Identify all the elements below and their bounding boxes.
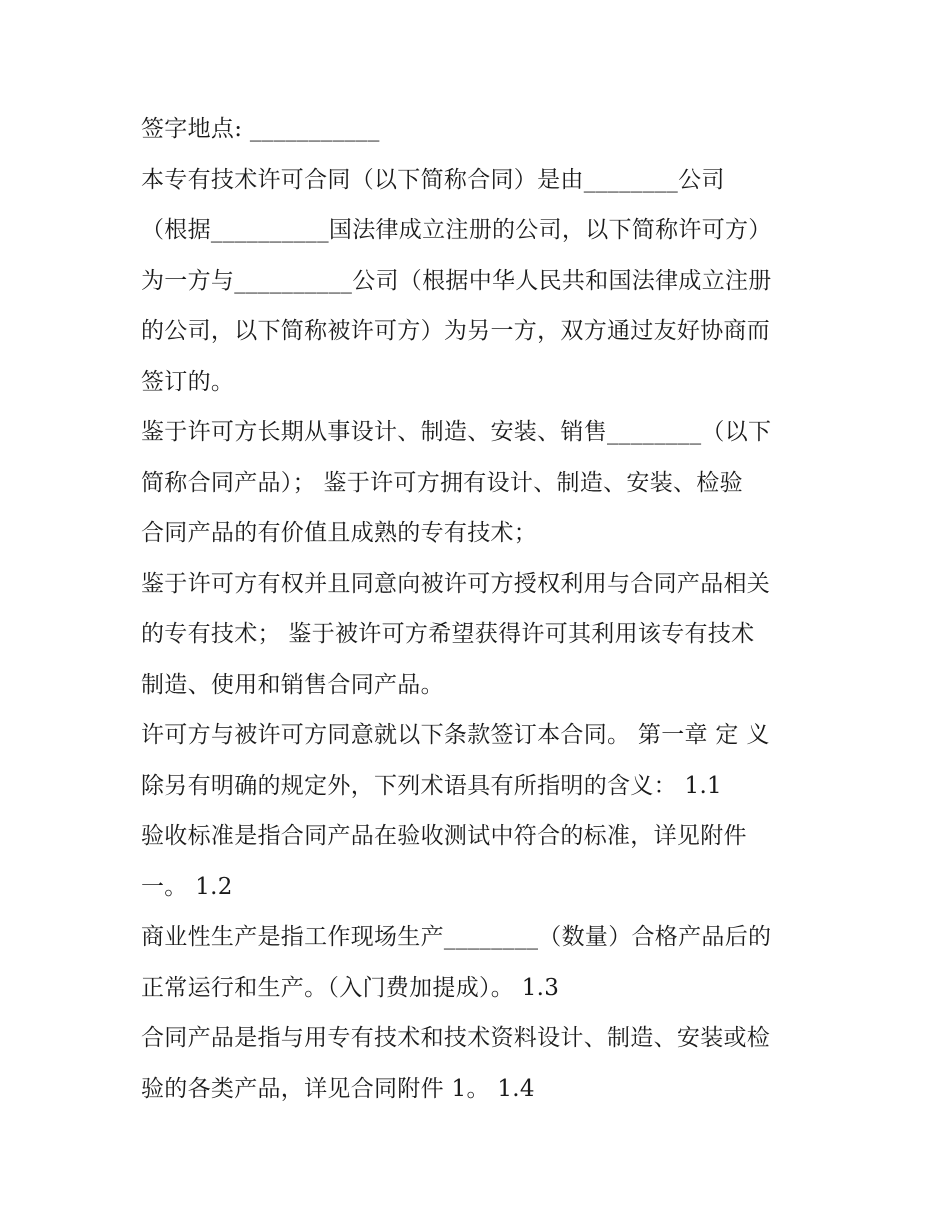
text-line: 本专有技术许可合同（以下简称合同）是由________公司 bbox=[141, 166, 725, 193]
text-line: 的公司，以下简称被许可方）为另一方，双方通过友好协商而 bbox=[141, 318, 771, 344]
document-body bbox=[141, 104, 821, 1114]
text-line: 的专有技术； 鉴于被许可方希望获得许可其利用该专有技术 bbox=[141, 621, 755, 647]
text-line: 合同产品的有价值且成熟的专有技术； bbox=[141, 520, 538, 546]
text-line: 制造、使用和销售合同产品。 bbox=[141, 671, 444, 698]
text-line: 验的各类产品，详见合同附件 1。 1.4 bbox=[141, 1075, 535, 1102]
text-line: 简称合同产品）； 鉴于许可方拥有设计、制造、安装、检验 bbox=[141, 469, 743, 496]
text-line: 合同产品是指与用专有技术和技术资料设计、制造、安装或检 bbox=[141, 1025, 771, 1051]
text-line: 商业性生产是指工作现场生产________（数量）合格产品后的 bbox=[141, 924, 772, 950]
text-line: 鉴于许可方有权并且同意向被许可方授权利用与合同产品相关 bbox=[141, 570, 771, 597]
text-line: 签订的。 bbox=[141, 368, 235, 395]
text-line: 为一方与__________公司（根据中华人民共和国法律成立注册 bbox=[141, 267, 772, 294]
text-line: 签字地点: ___________ bbox=[141, 116, 380, 142]
text-line: 正常运行和生产。（入门费加提成）。 1.3 bbox=[141, 974, 560, 1001]
text-line: 许可方与被许可方同意就以下条款签订本合同。 第一章 定 义 bbox=[141, 722, 770, 748]
text-line: 验收标准是指合同产品在验收测试中符合的标准，详见附件 bbox=[141, 823, 747, 849]
text-line: 除另有明确的规定外，下列术语具有所指明的含义： 1.1 bbox=[141, 772, 722, 799]
text-line: （根据__________国法律成立注册的公司，以下简称许可方） bbox=[141, 217, 772, 243]
text-line: 一。 1.2 bbox=[141, 873, 233, 900]
text-line: 鉴于许可方长期从事设计、制造、安装、销售________（以下 bbox=[141, 419, 772, 445]
